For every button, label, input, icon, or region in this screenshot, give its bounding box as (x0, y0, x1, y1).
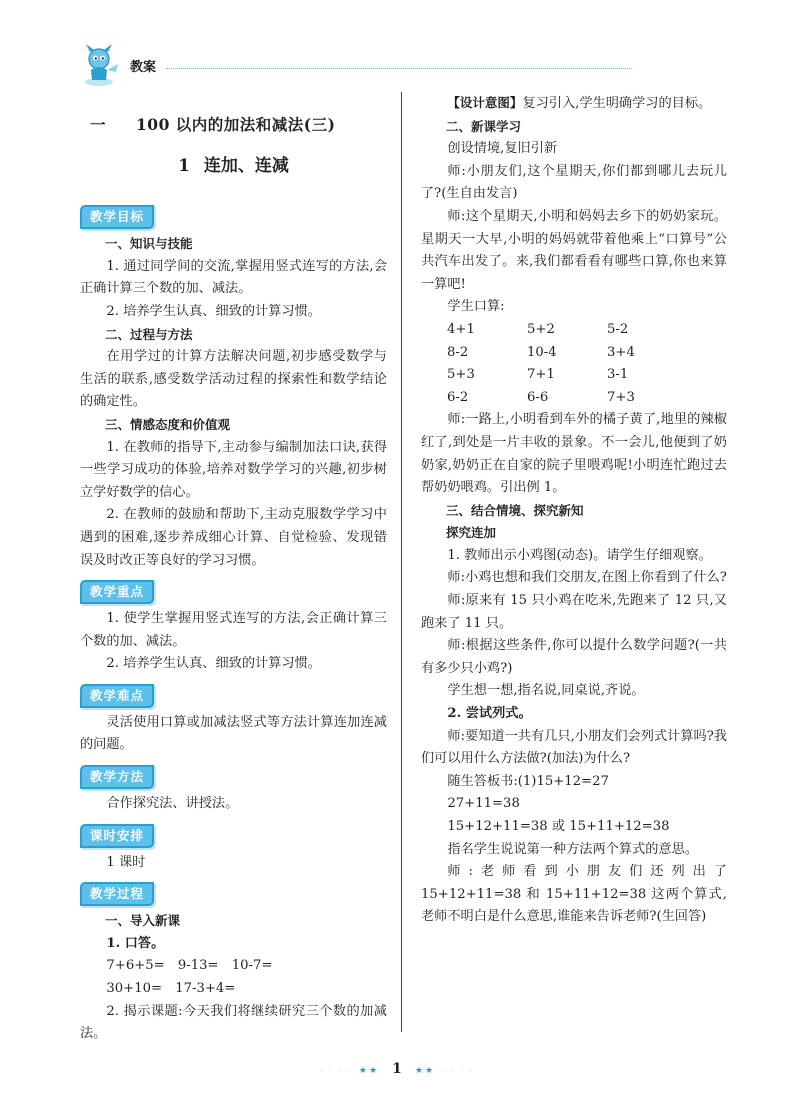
header-dotted-line (166, 68, 632, 69)
right-paragraph-7: 师:原来有 15 只小鸡在吃米,先跑来了 12 只,又跑来了 11 只。 (421, 593, 727, 631)
right-paragraph-8: 师:根据这些条件,你可以提什么数学问题?(一共有多少只小鸡?) (421, 638, 727, 676)
right-paragraph-5: 1. 教师出示小鸡图(动态)。请学生仔细观察。 (447, 547, 712, 563)
footer-dots-right: · · · · (440, 1066, 475, 1076)
calc-item: 5+3 (447, 367, 475, 383)
right-paragraph-12: 随生答板书:(1)15+12=27 (447, 773, 609, 789)
calc-item: 3+4 (607, 344, 635, 360)
oral-calc-grid (421, 319, 727, 409)
mascot-icon (76, 42, 122, 88)
subheading-2: 探究连加 (446, 525, 497, 541)
right-paragraph-4: 师:一路上,小明看到车外的橘子黄了,地里的辣椒红了,到处是一片丰收的景象。不一会儿,他便到了奶奶家,奶奶正在自家的院子里喂鸡呢!小明连忙跑过去帮奶奶喂鸡。引出例 1。 (421, 412, 727, 496)
header-label: 教案 (130, 60, 157, 75)
right-paragraph-3: 学生口算: (447, 299, 505, 315)
page-footer (0, 1058, 794, 1077)
calc-item: 10-4 (527, 344, 557, 360)
column-divider (401, 92, 402, 1032)
calc-item: 7+3 (607, 389, 635, 405)
section-heading-2: 二、新课学习 (446, 118, 522, 134)
right-paragraph-15: 指名学生说说第一种方法两个算式的意思。 (447, 841, 698, 857)
key-paragraph-1: 1. 使学生掌握用竖式连写的方法,会正确计算三个数的加、减法。 (80, 611, 387, 649)
right-paragraph-10: 2. 尝试列式。 (447, 706, 532, 722)
process-heading-1: 一、导入新课 (105, 913, 181, 929)
star-icon: ★★ (414, 1066, 436, 1076)
right-paragraph-2: 师:这个星期天,小明和妈妈去乡下的奶奶家玩。星期天一大早,小明的妈妈就带着他乘上“口算号”公共汽车出发了。来,我们都看看有哪些口算,你也来算一算吧! (421, 208, 727, 292)
right-column (421, 92, 727, 929)
design-intent (421, 92, 727, 116)
chapter-title-text: 100 以内的加法和减法(三) (136, 115, 336, 134)
method-paragraph: 合作探究法、讲授法。 (106, 796, 239, 812)
right-paragraph-1: 师:小朋友们,这个星期天,你们都到哪儿去玩儿了?(生自由发言) (421, 163, 727, 202)
goals-paragraph-4: 1. 在教师的指导下,主动参与编制加法口诀,获得一些学习成功的体验,培养对数学学习的兴趣,初步树立学好数学的信心。 (80, 439, 387, 500)
design-intent-text: 复习引入,学生明确学习的目标。 (522, 96, 712, 111)
goals-paragraph-5: 2. 在教师的鼓励和帮助下,主动克服数学学习中遇到的困难,逐步养成细心计算、自觉检验、发现错误及时改正等良好的学习习惯。 (80, 507, 387, 568)
process-paragraph-2: 7+6+5= 9-13= 10-7= (106, 958, 273, 974)
process-paragraph-4: 2. 揭示课题:今天我们将继续研究三个数的加减法。 (80, 1003, 387, 1042)
key-paragraph-2: 2. 培养学生认真、细致的计算习惯。 (106, 656, 321, 672)
design-intent-label: 【设计意图】 (447, 95, 523, 110)
calc-item: 6-6 (527, 389, 549, 405)
right-paragraph-6: 师:小鸡也想和我们交朋友,在图上你看到了什么? (447, 570, 727, 586)
lesson-number: 1 (178, 155, 190, 176)
calc-item: 7+1 (527, 367, 555, 383)
right-paragraph-11: 师:要知道一共有几只,小朋友们会列式计算吗?我们可以用什么方法做?(加法)为什么? (421, 728, 727, 767)
page-number: 1 (392, 1061, 402, 1077)
star-icon: ★★ (358, 1066, 380, 1076)
calc-item: 4+1 (447, 321, 475, 337)
tag-difficulties: 教学难点 (80, 684, 154, 708)
goals-heading-2: 二、过程与方法 (105, 326, 193, 342)
chapter-number: 一 (90, 115, 107, 134)
goals-paragraph-1: 1. 通过同学间的交流,掌握用竖式连写的方法,会正确计算三个数的加、减法。 (80, 258, 387, 297)
subheading-1: 创设情境,复旧引新 (447, 141, 558, 157)
calc-item: 5+2 (527, 321, 555, 337)
lesson-title (80, 155, 387, 178)
goals-paragraph-3: 在用学过的计算方法解决问题,初步感受数学与生活的联系,感受数学活动过程的探索性和数学结论的确定性。 (80, 349, 387, 410)
left-column (80, 92, 387, 1046)
goals-heading-3: 三、情感态度和价值观 (105, 416, 231, 432)
calc-item: 6-2 (447, 389, 469, 405)
tag-process: 教学过程 (80, 882, 154, 906)
calc-item: 5-2 (607, 321, 629, 337)
chapter-title (90, 114, 387, 137)
tag-schedule: 课时安排 (80, 824, 154, 848)
footer-dots-left: · · · · (319, 1066, 354, 1076)
right-paragraph-9: 学生想一想,指名说,同桌说,齐说。 (447, 683, 645, 699)
tag-methods: 教学方法 (80, 765, 154, 789)
right-paragraph-16: 师:老师看到小朋友们还列出了 15+12+11=38 和 15+11+12=38 这两个算式,老师不明白是什么意思,谁能来告诉老师?(生回答) (421, 864, 727, 925)
process-paragraph-1: 1. 口答。 (106, 935, 165, 951)
lesson-title-text: 连加、连减 (203, 155, 289, 176)
difficult-paragraph: 灵活使用口算或加减法竖式等方法计算连加连减的问题。 (80, 714, 387, 753)
goals-paragraph-2: 2. 培养学生认真、细致的计算习惯。 (106, 303, 321, 319)
section-heading-3: 三、结合情境、探究新知 (446, 502, 584, 518)
page-header (70, 40, 570, 90)
calc-item: 3-1 (607, 367, 629, 383)
tag-goals: 教学目标 (80, 205, 154, 229)
goals-heading-1: 一、知识与技能 (105, 236, 193, 252)
right-paragraph-14: 15+12+11=38 或 15+11+12=38 (447, 819, 670, 834)
calc-item: 8-2 (447, 344, 469, 360)
process-paragraph-3: 30+10= 17-3+4= (106, 981, 236, 997)
tag-key-points: 教学重点 (80, 580, 154, 604)
schedule-paragraph: 1 课时 (106, 854, 146, 870)
right-paragraph-13: 27+11=38 (447, 796, 520, 812)
